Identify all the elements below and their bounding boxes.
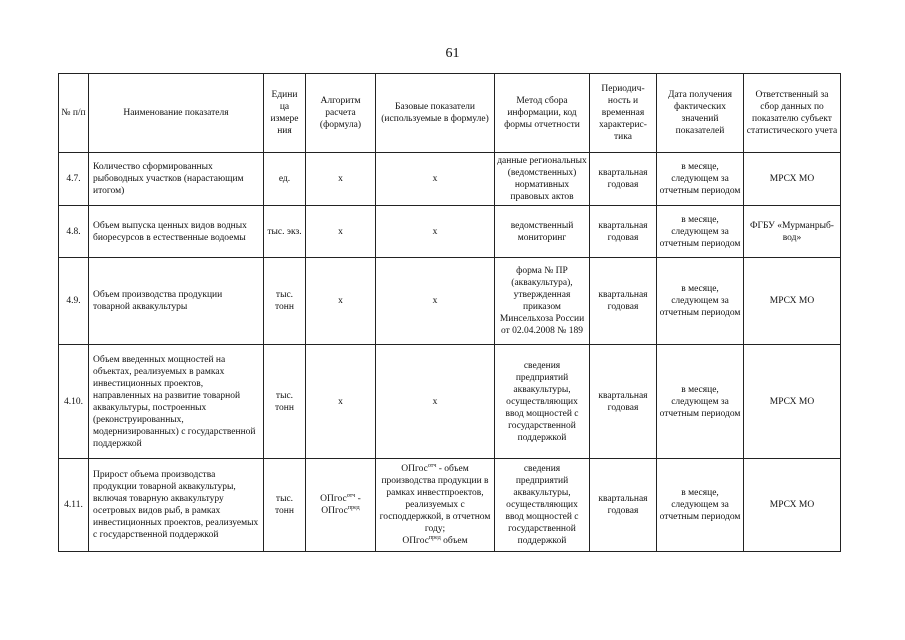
- row-period: квартальная годовая: [590, 206, 657, 258]
- header-date: Дата получения фактических значений показателей: [657, 74, 744, 153]
- row-num: 4.7.: [59, 153, 89, 206]
- row-algorithm: х: [306, 206, 376, 258]
- row-period: квартальная годовая: [590, 258, 657, 345]
- header-base: Базовые показатели (используемые в формуле): [376, 74, 495, 153]
- row-method: форма № ПР (аквакультура), утвержденная приказом Минсельхоза России от 02.04.2008 № 189: [495, 258, 590, 345]
- formula-current: ОПгос: [320, 494, 347, 504]
- formula-minus: -: [355, 494, 361, 504]
- header-unit: Едини ца измере ния: [264, 74, 306, 153]
- header-name: Наименование показателя: [89, 74, 264, 153]
- row-method: данные региональных (ведомственных) нормативных правовых актов: [495, 153, 590, 206]
- indicators-table: [58, 73, 841, 552]
- row-unit: тыс. тонн: [264, 258, 306, 345]
- row-date: в месяце, следующем за отчетным периодом: [657, 206, 744, 258]
- base-current-symbol: ОПгос: [401, 464, 428, 474]
- formula-previous-sup: пред: [347, 504, 360, 511]
- row-date: в месяце, следующем за отчетным периодом: [657, 459, 744, 552]
- table-row: [59, 345, 841, 459]
- table-row: [59, 258, 841, 345]
- row-period: квартальная годовая: [590, 459, 657, 552]
- row-name: Объем введенных мощностей на объектах, реализуемых в рамках инвестиционных проектов, направленных на развитие товарной аквакультуры, построенных (реконструированных, модернизированных) с государственной поддержкой: [89, 345, 264, 459]
- base-previous-sup: пред: [428, 534, 441, 541]
- header-num: № п/п: [59, 74, 89, 153]
- row-algorithm: х: [306, 258, 376, 345]
- base-current-sup: отч: [427, 462, 437, 469]
- row-date: в месяце, следующем за отчетным периодом: [657, 345, 744, 459]
- formula-previous: ОПгос: [321, 506, 348, 516]
- row-name: Объем производства продукции товарной аквакультуры: [89, 258, 264, 345]
- row-responsible: МРСХ МО: [744, 258, 841, 345]
- header-method: Метод сбора информации, код формы отчетности: [495, 74, 590, 153]
- row-unit: тыс. тонн: [264, 345, 306, 459]
- table-row: [59, 153, 841, 206]
- header-algorithm: Алгоритм расчета (формула): [306, 74, 376, 153]
- formula-current-sup: отч: [346, 492, 356, 499]
- base-previous-text: объем: [440, 536, 468, 546]
- row-method: ведомственный мониторинг: [495, 206, 590, 258]
- row-responsible: ФГБУ «Мурманрыб-вод»: [744, 206, 841, 258]
- row-num: 4.9.: [59, 258, 89, 345]
- row-date: в месяце, следующем за отчетным периодом: [657, 153, 744, 206]
- row-num: 4.8.: [59, 206, 89, 258]
- row-method: сведения предприятий аквакультуры, осуществляющих ввод мощностей с государственной поддержкой: [495, 459, 590, 552]
- row-unit: тыс. экз.: [264, 206, 306, 258]
- row-base: х: [376, 258, 495, 345]
- row-period: квартальная годовая: [590, 345, 657, 459]
- row-num: 4.10.: [59, 345, 89, 459]
- row-unit: ед.: [264, 153, 306, 206]
- row-num: 4.11.: [59, 459, 89, 552]
- row-name: Объем выпуска ценных видов водных биоресурсов в естественные водоемы: [89, 206, 264, 258]
- row-date: в месяце, следующем за отчетным периодом: [657, 258, 744, 345]
- row-responsible: МРСХ МО: [744, 459, 841, 552]
- table-row: [59, 459, 841, 552]
- row-period: квартальная годовая: [590, 153, 657, 206]
- row-base: х: [376, 153, 495, 206]
- row-algorithm: х: [306, 345, 376, 459]
- row-base: х: [376, 345, 495, 459]
- row-base: х: [376, 206, 495, 258]
- header-responsible: Ответственный за сбор данных по показателю субъект статистического учета: [744, 74, 841, 153]
- row-name: Количество сформированных рыбоводных участков (нарастающим итогом): [89, 153, 264, 206]
- table-row: [59, 206, 841, 258]
- row-name: Прирост объема производства продукции товарной аквакультуры, включая товарную аквакультуру осетровых видов рыб, в рамках инвестиционных проектов, реализуемых с государственной поддержкой: [89, 459, 264, 552]
- row-algorithm: [306, 459, 376, 552]
- row-responsible: МРСХ МО: [744, 153, 841, 206]
- row-base: [376, 459, 495, 552]
- row-algorithm: х: [306, 153, 376, 206]
- table-header-row: [59, 74, 841, 153]
- page-number: 61: [445, 46, 460, 61]
- row-unit: тыс. тонн: [264, 459, 306, 552]
- row-responsible: МРСХ МО: [744, 345, 841, 459]
- row-method: сведения предприятий аквакультуры, осуществляющих ввод мощностей с государственной поддержкой: [495, 345, 590, 459]
- base-previous-symbol: ОПгос: [402, 536, 429, 546]
- base-current-text: - объем производства продукции в рамках инвестпроектов, реализуемых с господдержкой, в отчетном году;: [379, 464, 491, 534]
- header-period: Периодич-ность и временная характерис-тика: [590, 74, 657, 153]
